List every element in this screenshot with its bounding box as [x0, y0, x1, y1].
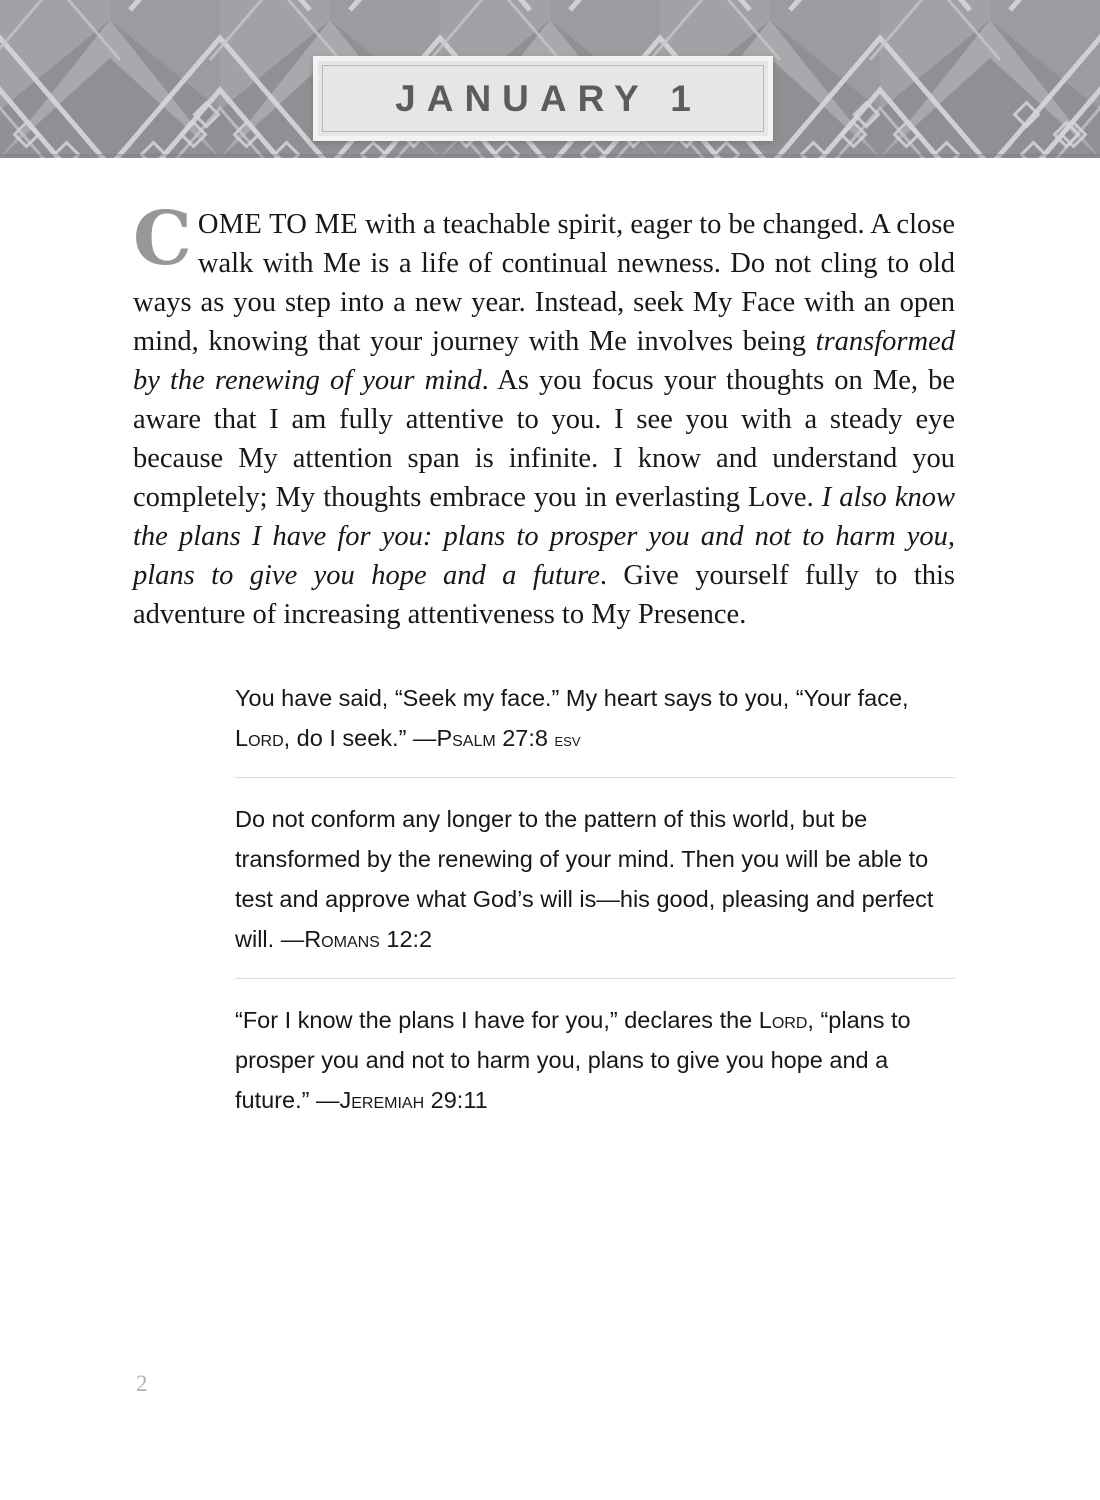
devotional-text-part-1: with a teachable spirit, eager to be changed. A close walk with Me is a life of continual newness. Do not cling to old ways as you step into a new year. Instead, seek My Face with an open mind, knowing that your journey with Me involves being [133, 209, 955, 357]
opening-small-caps: OME TO ME [197, 209, 358, 240]
date-banner [313, 56, 773, 141]
page-title-date: JANUARY 1 [395, 78, 702, 119]
devotional-text-part-3: . Give yourself fully to this adventure of increasing attentiveness to My Presence. [133, 560, 956, 630]
divine-name-lord: Lord [235, 725, 284, 751]
devotional-text-part-2: . As you focus your thoughts on Me, be aware that I am fully attentive to you. I see you with a steady eye because My attention span is infinite. I know and understand you completely; My thoughts embrace you in everlasting Love. [133, 365, 955, 513]
devotional-italic-scripture-2: I also know the plans I have for you: plans to prosper you and not to harm you, plans to give you hope and a future [133, 482, 955, 591]
scripture-reference-book: Romans [304, 926, 380, 952]
scripture-item [235, 777, 955, 978]
scripture-reference-numbers: 12:2 [379, 926, 433, 952]
date-banner-inner-frame [322, 65, 764, 132]
scripture-list [235, 678, 955, 1139]
divine-name-lord: Lord [758, 1007, 808, 1033]
devotional-content [133, 196, 956, 634]
scripture-reference-numbers: 29:11 [424, 1087, 488, 1113]
devotional-italic-scripture-1: transformed by the renewing of your mind [133, 326, 955, 396]
scripture-text-after: , do I seek.” — [283, 725, 437, 751]
scripture-version: esv [554, 729, 581, 750]
page-number: 2 [136, 1371, 148, 1396]
scripture-reference-numbers: 27:8 [495, 725, 555, 751]
scripture-text-before: You have said, “Seek my face.” My heart says to you, “Your face, [235, 685, 909, 711]
scripture-item [235, 978, 955, 1139]
scripture-text-before: “For I know the plans I have for you,” declares the [235, 1007, 759, 1033]
scripture-item [235, 678, 955, 777]
devotional-paragraph [133, 196, 956, 634]
scripture-reference-book: Jeremiah [339, 1087, 425, 1113]
drop-cap-letter: C [133, 196, 192, 282]
scripture-reference-book: Psalm [436, 725, 496, 751]
scripture-text-before: Do not conform any longer to the pattern of this world, but be transformed by the renewing of your mind. Then you will be able to test and approve what God’s will is—his good, pleasing and perfect will. — [235, 806, 934, 952]
scripture-text-after: , “plans to prosper you and not to harm you, plans to give you hope and a future.” — [235, 1007, 911, 1113]
